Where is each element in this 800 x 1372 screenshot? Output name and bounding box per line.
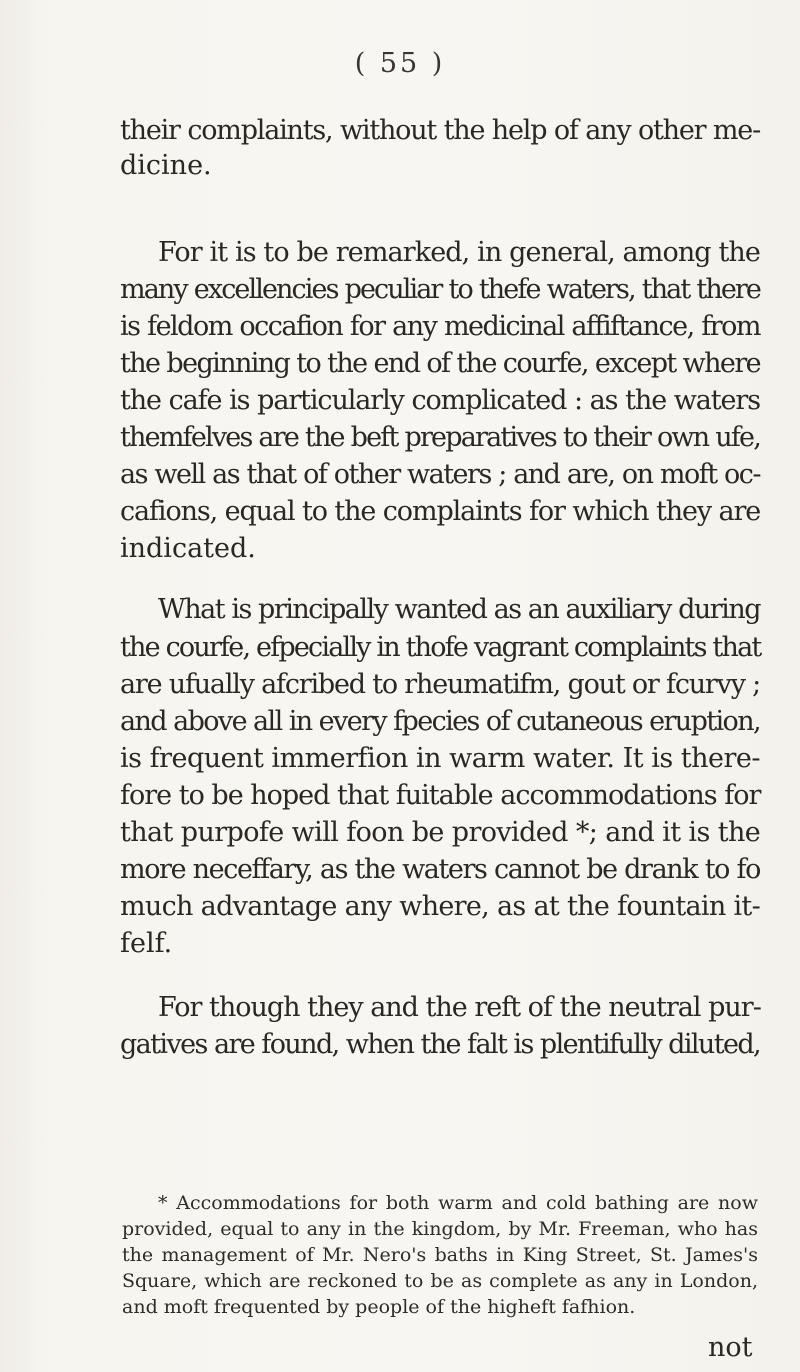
footnote-line: Square, which are reckoned to be as complete as any in London,: [122, 1270, 758, 1292]
text-line: fore to be hoped that fuitable accommodations for: [120, 780, 761, 811]
text-line: felf.: [120, 928, 173, 959]
text-line: indicated.: [120, 533, 256, 564]
text-line: that purpofe will foon be provided *; and it is the: [120, 817, 761, 848]
page-number: ( 55 ): [354, 48, 446, 79]
footnote-line: and moft frequented by people of the higheft fafhion.: [122, 1296, 636, 1318]
text-line: dicine.: [120, 150, 212, 181]
text-line: the beginning to the end of the courfe, except where: [120, 348, 760, 379]
text-line: gatives are found, when the falt is plentifully diluted,: [120, 1029, 760, 1060]
text-line: their complaints, without the help of any other me-: [120, 115, 760, 146]
text-line: many excellencies peculiar to thefe waters, that there: [120, 274, 760, 305]
text-line: is feldom occafion for any medicinal affiftance, from: [120, 311, 760, 342]
footnote-line: provided, equal to any in the kingdom, by Mr. Freeman, who has: [122, 1218, 758, 1240]
text-line: themfelves are the beft preparatives to their own ufe,: [120, 422, 760, 453]
text-line: For though they and the reft of the neutral pur-: [158, 992, 761, 1023]
text-line: much advantage any where, as at the fountain it-: [120, 891, 760, 922]
text-line: cafions, equal to the complaints for which they are: [120, 496, 761, 527]
text-line: and above all in every fpecies of cutaneous eruption,: [120, 706, 760, 737]
text-line: is frequent immerfion in warm water. It is there-: [120, 743, 760, 774]
text-line: What is principally wanted as an auxiliary during: [158, 594, 760, 625]
text-line: For it is to be remarked, in general, among the: [158, 237, 760, 268]
text-line: more neceffary, as the waters cannot be drank to fo: [120, 854, 760, 885]
text-line: are ufually afcribed to rheumatifm, gout or fcurvy ;: [120, 669, 761, 700]
text-line: the courfe, efpecially in thofe vagrant complaints that: [120, 632, 761, 663]
catchword: not: [708, 1332, 753, 1363]
text-line: as well as that of other waters ; and are, on moft oc-: [120, 459, 760, 490]
text-line: the cafe is particularly complicated : as the waters: [120, 385, 760, 416]
footnote-line: the management of Mr. Nero's baths in King Street, St. James's: [122, 1244, 758, 1266]
footnote-line: * Accommodations for both warm and cold bathing are now: [158, 1192, 758, 1214]
